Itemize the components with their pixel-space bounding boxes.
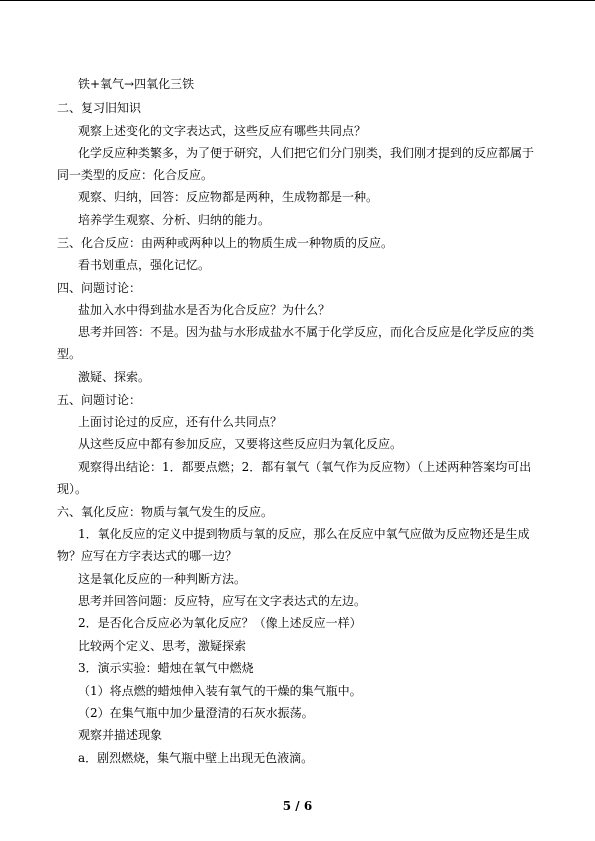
paragraph-line: 型。 [57, 347, 82, 361]
section-heading: 三、化合反应：由两种或两种以上的物质生成一种物质的反应。 [57, 236, 394, 250]
paragraph-line: （2）在集气瓶中加少量澄清的石灰水振荡。 [78, 706, 314, 720]
paragraph-line: 思考并回答：不是。因为盐与水形成盐水不属于化学反应，而化合反应是化学反应的类 [78, 325, 535, 339]
page-top-border [0, 0, 595, 1]
paragraph-line: 看书划重点，强化记忆。 [78, 258, 211, 272]
paragraph-line: 2．是否化合反应必为氧化反应？（像上述反应一样） [78, 616, 362, 630]
paragraph-line: a．剧烈燃烧，集气瓶中壁上出现无色液滴。 [78, 751, 314, 765]
paragraph-line: 比较两个定义、思考，激疑探索 [78, 639, 247, 653]
paragraph-line: 化学反应种类繁多，为了便于研究，人们把它们分门别类，我们刚才提到的反应都属于 [78, 146, 535, 160]
paragraph-line: 激疑、探索。 [78, 370, 151, 384]
paragraph-line: 观察得出结论：1．都要点燃；2．都有氧气（氧气作为反应物）（上述两种答案均可出 [78, 460, 532, 474]
paragraph-line: 培养学生观察、分析、归纳的能力。 [78, 213, 271, 227]
paragraph-line: 同一类型的反应：化合反应。 [57, 168, 214, 182]
paragraph-line: （1）将点燃的蜡烛伸入装有氧气的干燥的集气瓶中。 [78, 684, 362, 698]
paragraph-line: 观察、归纳，回答：反应物都是两种，生成物都是一种。 [78, 190, 379, 204]
paragraph-line: 1．氧化反应的定义中提到物质与氧的反应，那么在反应中氧气应做为反应物还是生成 [78, 527, 530, 541]
paragraph-line: 上面讨论过的反应，还有什么共同点？ [78, 415, 283, 429]
paragraph-line: 这是氧化反应的一种判断方法。 [78, 572, 247, 586]
paragraph-line: 思考并回答问题：反应特，应写在文字表达式的左边。 [78, 594, 367, 608]
section-heading: 二、复习旧知识 [57, 101, 142, 115]
paragraph-line: 盐加入水中得到盐水是否为化合反应？为什么？ [78, 303, 331, 317]
paragraph-line: 铁+氧气→四氧化三铁 [78, 77, 195, 91]
page-number: 5 / 6 [282, 799, 313, 813]
paragraph-line: 从这些反应中都有参加反应，又要将这些反应归为氧化反应。 [78, 437, 403, 451]
paragraph-line: 观察并描述现象 [78, 728, 163, 742]
paragraph-line: 现）。 [57, 482, 88, 496]
section-heading: 五、问题讨论： [57, 393, 142, 407]
paragraph-line: 物？应写在方字表达式的哪一边？ [57, 549, 238, 563]
paragraph-line: 观察上述变化的文字表达式，这些反应有哪些共同点？ [78, 124, 367, 138]
paragraph-line: 3．演示实验：蜡烛在氧气中燃烧 [78, 661, 254, 675]
section-heading: 六、氧化反应：物质与氧气发生的反应。 [57, 505, 274, 519]
section-heading: 四、问题讨论： [57, 281, 142, 295]
